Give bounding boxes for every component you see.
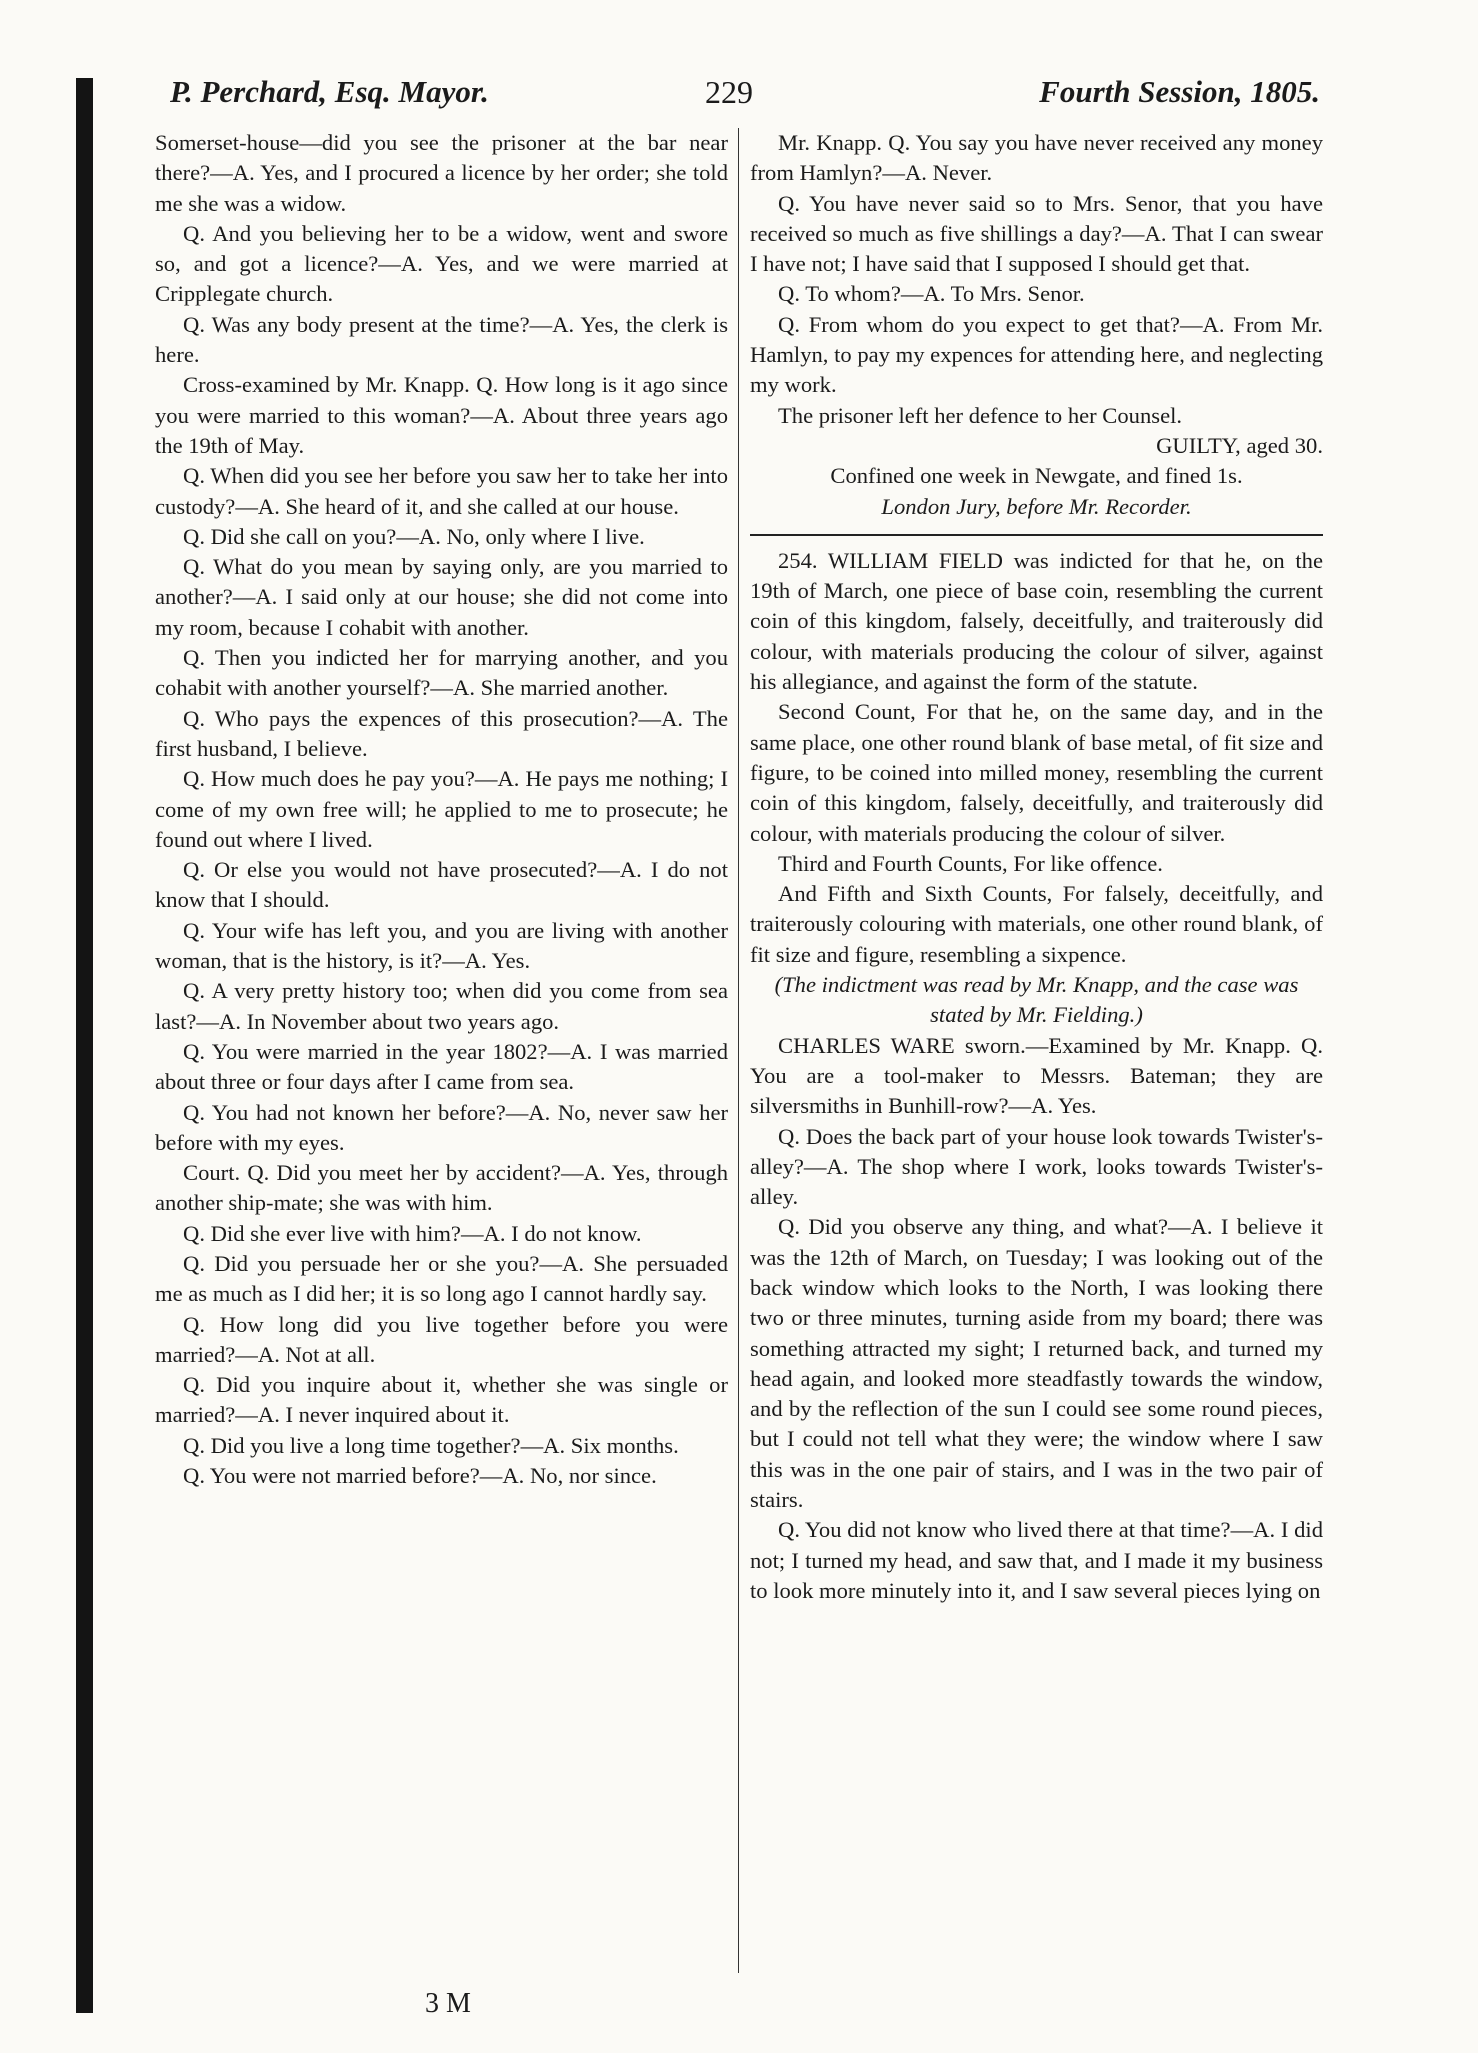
signature-mark: 3 M (425, 1988, 471, 2019)
paragraph: Q. You did not know who lived there at that time?—A. I did not; I turned my head, and saw that, and I made it my business to look more minutely into it, and I saw several pieces lying on (750, 1517, 1323, 1603)
paragraph: Q. A very pretty history too; when did you come from sea last?—A. In November about two years ago. (155, 978, 728, 1034)
paragraph: Q. Did you observe any thing, and what?—A. I believe it was the 12th of March, on Tuesday; I was looking out of the back window which looks to the North, I was looking there two or three minutes, turning aside from my board; there was something attracted my sight; I returned back, and turned my head again, and looked more steadfastly towards the window, and by the reflection of the sun I could see some round pieces, but I could not tell what they were; the window where I saw this was in the one pair of stairs, and I was in the two pair of stairs. (750, 1214, 1323, 1513)
paragraph: Q. Did she call on you?—A. No, only where I live. (183, 523, 645, 549)
paragraph: Q. Did she ever live with him?—A. I do not know. (183, 1220, 642, 1246)
jury: London Jury, before Mr. Recorder. (881, 493, 1192, 519)
paragraph: Q. You have never said so to Mrs. Senor, that you have received so much as five shillings a day?—A. That I can swear I have not; I have said that I supposed I should get that. (750, 190, 1323, 277)
page-number: 229 (705, 74, 753, 110)
paragraph: Cross-examined by Mr. Knapp. Q. How long is it ago since you were married to this woman?—A. About three years ago the 19th of May. (155, 372, 728, 458)
paragraph: Q. Did you live a long time together?—A. Six months. (183, 1432, 679, 1458)
binding-edge (76, 78, 93, 2013)
left-column (155, 128, 728, 1491)
paragraph: Mr. Knapp. Q. You say you have never received any money from Hamlyn?—A. Never. (750, 130, 1323, 186)
paragraph: CHARLES WARE sworn.—Examined by Mr. Knapp. Q. You are a tool-maker to Messrs. Bateman; they are silversmiths in Bunhill-row?—A. Yes. (750, 1032, 1323, 1119)
paragraph: Q. Then you indicted her for marrying another, and you cohabit with another yourself?—A. She married another. (155, 645, 728, 701)
header-left: P. Perchard, Esq. Mayor. (170, 74, 489, 109)
paragraph: Somerset-house—did you see the prisoner at the bar near there?—A. Yes, and I procured a licence by her order; she told me she was a widow. (155, 130, 728, 216)
running-header (150, 74, 1320, 124)
paragraph: Q. And you believing her to be a widow, went and swore so, and got a licence?—A. Yes, and we were married at Cripplegate church. (155, 220, 728, 307)
paragraph: Q. Did you inquire about it, whether she was single or married?—A. I never inquired about it. (155, 1372, 728, 1428)
paragraph: Q. How long did you live together before you were married?—A. Not at all. (155, 1311, 728, 1367)
sentence: Confined one week in Newgate, and fined 1s. (830, 463, 1243, 489)
paragraph: Third and Fourth Counts, For like offence. (778, 850, 1163, 876)
paragraph: (The indictment was read by Mr. Knapp, and the case was stated by Mr. Fielding.) (774, 972, 1299, 1028)
paragraph: 254. WILLIAM FIELD was indicted for that he, on the 19th of March, one piece of base coin, resembling the current coin of this kingdom, falsely, deceitfully, and traiterously did colour, with materials producing the colour of silver, against his allegiance, and against the form of the statute. (750, 547, 1323, 695)
right-column (750, 128, 1323, 1606)
paragraph: Q. How much does he pay you?—A. He pays me nothing; I come of my own free will; he applied to me to prosecute; he found out where I lived. (155, 766, 728, 852)
column-divider (738, 128, 739, 1973)
paragraph: Q. You were not married before?—A. No, nor since. (183, 1463, 657, 1489)
paragraph: Q. You had not known her before?—A. No, never saw her before with my eyes. (155, 1099, 728, 1155)
paragraph: Q. Or else you would not have prosecuted?—A. I do not know that I should. (155, 857, 728, 913)
paragraph: Q. Was any body present at the time?—A. Yes, the clerk is here. (155, 311, 728, 368)
paragraph: Q. From whom do you expect to get that?—A. From Mr. Hamlyn, to pay my expences for attending here, and neglecting my work. (750, 311, 1323, 398)
paragraph: Court. Q. Did you meet her by accident?—A. Yes, through another ship-mate; she was with him. (155, 1160, 728, 1216)
section-rule (750, 534, 1323, 536)
paragraph: The prisoner left her defence to her Counsel. (778, 402, 1183, 428)
paragraph: Q. What do you mean by saying only, are you married to another?—A. I said only at our house; she did not come into my room, because I cohabit with another. (155, 554, 728, 640)
paragraph: Q. Who pays the expences of this prosecution?—A. The first husband, I believe. (155, 705, 728, 761)
paragraph: Q. Does the back part of your house look towards Twister's-alley?—A. The shop where I work, looks towards Twister's-alley. (750, 1123, 1323, 1210)
paragraph: Q. Your wife has left you, and you are living with another woman, that is the history, is it?—A. Yes. (155, 917, 728, 974)
paragraph: Q. To whom?—A. To Mrs. Senor. (778, 281, 1085, 307)
verdict: GUILTY, aged 30. (1156, 432, 1323, 458)
paragraph: Second Count, For that he, on the same day, and in the same place, one other round blank of base metal, of fit size and figure, to be coined into milled money, resembling the current coin of this kingdom, falsely, deceitfully, and traiterously did colour, with materials producing the colour of silver. (750, 699, 1323, 846)
paragraph: Q. You were married in the year 1802?—A. I was married about three or four days after I came from sea. (155, 1038, 728, 1095)
paragraph: Q. When did you see her before you saw her to take her into custody?—A. She heard of it, and she called at our house. (155, 463, 728, 519)
paragraph: Q. Did you persuade her or she you?—A. She persuaded me as much as I did her; it is so long ago I cannot hardly say. (155, 1250, 728, 1307)
paragraph: And Fifth and Sixth Counts, For falsely, deceitfully, and traiterously colouring with materials, one other round blank, of fit size and figure, resembling a sixpence. (750, 881, 1323, 967)
header-right: Fourth Session, 1805. (1039, 74, 1320, 109)
